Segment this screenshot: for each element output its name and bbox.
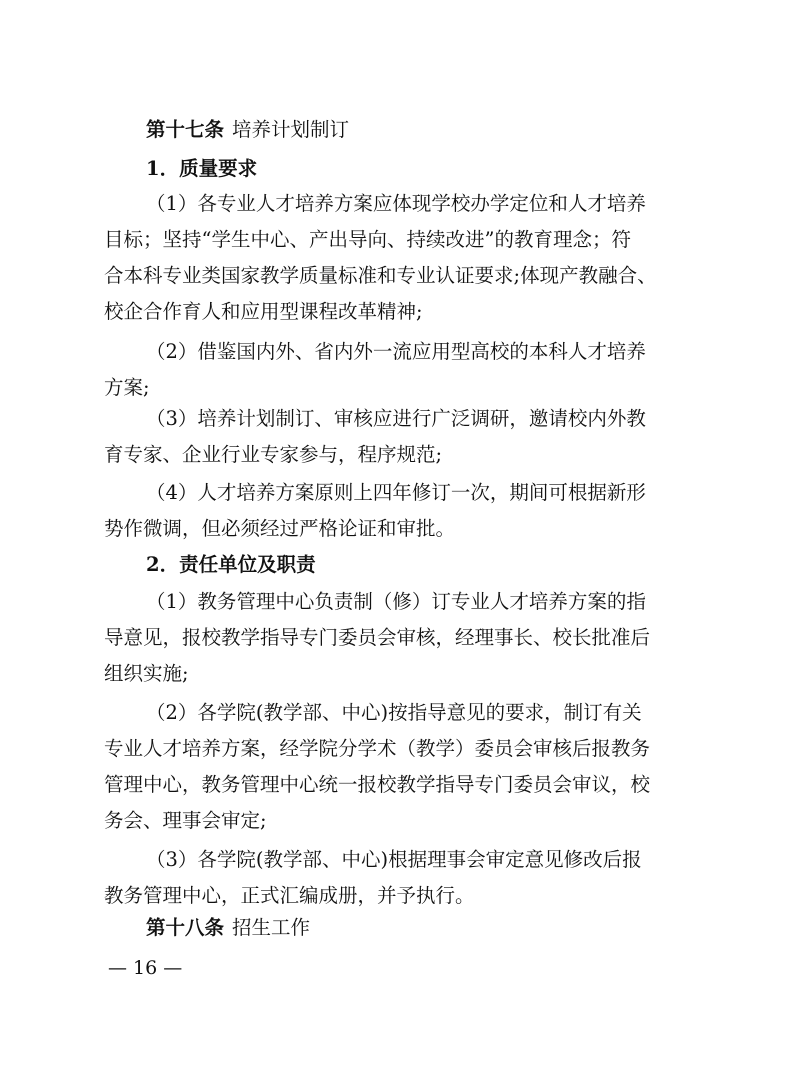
s2-item2-line1: （2）各学院(教学部、中心)按指导意见的要求，制订有关 (146, 701, 642, 724)
s2-item2-line2: 专业人才培养方案，经学院分学术（教学）委员会审核后报教务 (104, 737, 651, 760)
s2-item1-line1: （1）教务管理中心负责制（修）订专业人才培养方案的指 (146, 590, 646, 613)
s2-item2-line4: 务会、理事会审定; (104, 809, 267, 832)
article-18-number: 第十八条 (146, 916, 225, 939)
s2-item3-line1: （3）各学院(教学部、中心)根据理事会审定意见修改后报 (146, 848, 642, 871)
section-2-heading: 2．责任单位及职责 (146, 553, 316, 576)
article-18-heading (146, 914, 310, 942)
s1-item2-line1: （2）借鉴国内外、省内外一流应用型高校的本科人才培养 (146, 340, 646, 363)
article-18-title: 招生工作 (232, 916, 311, 939)
article-17-title: 培养计划制订 (232, 118, 350, 141)
article-17-heading (146, 116, 349, 144)
s1-item4-line2: 势作微调，但必须经过严格论证和审批。 (104, 517, 456, 540)
s1-item2-line2: 方案; (104, 376, 150, 399)
page-number: — 16 — (108, 957, 183, 979)
s1-item1-line2: 目标；坚持“学生中心、产出导向、持续改进”的教育理念；符 (104, 228, 631, 251)
s2-item1-line3: 组织实施; (104, 662, 189, 685)
s1-item4-line1: （4）人才培养方案原则上四年修订一次，期间可根据新形 (146, 481, 646, 504)
s1-item1-line4: 校企合作育人和应用型课程改革精神; (104, 300, 423, 323)
s1-item3-line1: （3）培养计划制订、审核应进行广泛调研，邀请校内外教 (146, 407, 646, 430)
section-1-heading: 1．质量要求 (146, 157, 258, 180)
s1-item3-line2: 育专家、企业行业专家参与，程序规范; (104, 443, 443, 466)
s1-item1-line3: 合本科专业类国家教学质量标准和专业认证要求;体现产教融合、 (104, 264, 657, 287)
article-17-number: 第十七条 (146, 118, 225, 141)
s1-item1-line1: （1）各专业人才培养方案应体现学校办学定位和人才培养 (146, 192, 646, 215)
s2-item2-line3: 管理中心，教务管理中心统一报校教学指导专门委员会审议，校 (104, 773, 651, 796)
s2-item1-line2: 导意见，报校教学指导专门委员会审核，经理事长、校长批准后 (104, 626, 651, 649)
s2-item3-line2: 教务管理中心，正式汇编成册，并予执行。 (104, 884, 475, 907)
